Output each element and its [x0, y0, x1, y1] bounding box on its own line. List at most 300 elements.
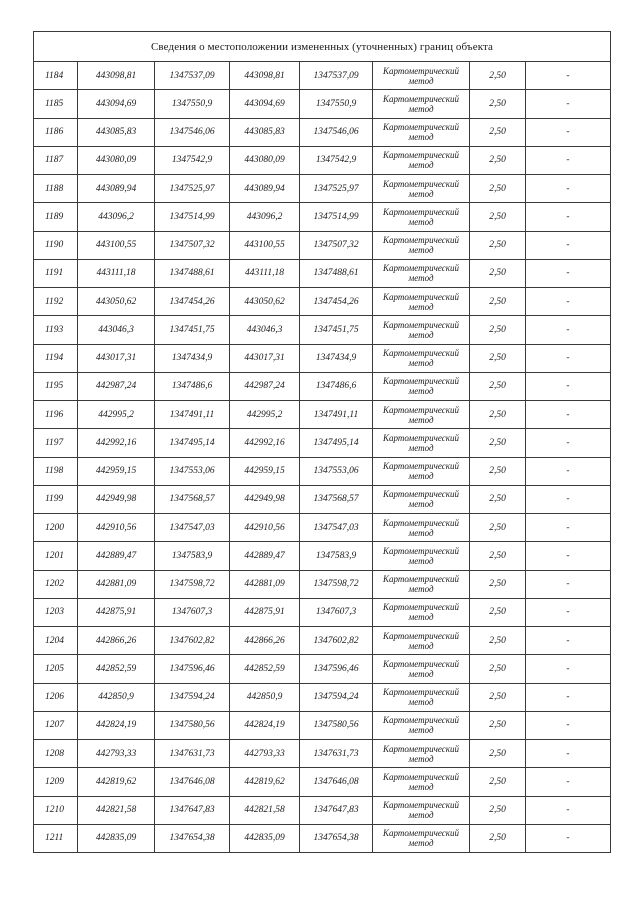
description-value: -: [526, 485, 611, 513]
precision-value: 2,50: [470, 514, 526, 542]
method-line-2: метод: [408, 386, 434, 397]
method-line-1: Картометрический: [382, 517, 459, 528]
point-number: 1208: [34, 740, 78, 768]
method-line-2: метод: [408, 216, 434, 227]
description-value: -: [526, 740, 611, 768]
method-line-1: Картометрический: [382, 65, 459, 76]
table-row: [34, 316, 611, 344]
method-line-1: Картометрический: [382, 658, 459, 669]
table-row: [34, 146, 611, 174]
existing-y: 1347434,9: [155, 344, 230, 372]
updated-y: 1347594,24: [300, 683, 373, 711]
method-line-2: метод: [408, 527, 434, 538]
existing-y: 1347631,73: [155, 740, 230, 768]
method-line-1: Картометрический: [382, 404, 459, 415]
existing-y: 1347598,72: [155, 570, 230, 598]
updated-x: 443017,31: [230, 344, 300, 372]
point-number: 1200: [34, 514, 78, 542]
precision-value: 2,50: [470, 768, 526, 796]
updated-x: 443080,09: [230, 146, 300, 174]
precision-value: 2,50: [470, 627, 526, 655]
method-line-2: метод: [408, 132, 434, 143]
method-cell: [373, 570, 470, 598]
precision-value: 2,50: [470, 146, 526, 174]
method-line-2: метод: [408, 612, 434, 623]
precision-value: 2,50: [470, 62, 526, 90]
description-value: -: [526, 429, 611, 457]
method-line-1: Картометрический: [382, 263, 459, 274]
existing-x: 442959,15: [78, 457, 155, 485]
existing-x: 443098,81: [78, 62, 155, 90]
precision-value: 2,50: [470, 683, 526, 711]
point-number: 1198: [34, 457, 78, 485]
updated-x: 443094,69: [230, 90, 300, 118]
table-row: [34, 824, 611, 852]
precision-value: 2,50: [470, 90, 526, 118]
point-number: 1205: [34, 655, 78, 683]
precision-value: 2,50: [470, 570, 526, 598]
method-cell: [373, 542, 470, 570]
description-value: -: [526, 768, 611, 796]
method-cell: [373, 824, 470, 852]
method-line-2: метод: [408, 499, 434, 510]
updated-y: 1347451,75: [300, 316, 373, 344]
updated-y: 1347434,9: [300, 344, 373, 372]
table-row: [34, 570, 611, 598]
table-row: [34, 90, 611, 118]
existing-x: 442852,59: [78, 655, 155, 683]
precision-value: 2,50: [470, 316, 526, 344]
description-value: -: [526, 401, 611, 429]
table-row: [34, 485, 611, 513]
boundary-document: [33, 31, 610, 853]
updated-y: 1347607,3: [300, 598, 373, 626]
method-line-2: метод: [408, 329, 434, 340]
method-cell: [373, 457, 470, 485]
updated-y: 1347486,6: [300, 372, 373, 400]
description-value: -: [526, 824, 611, 852]
table-row: [34, 175, 611, 203]
updated-y: 1347547,03: [300, 514, 373, 542]
updated-y: 1347646,08: [300, 768, 373, 796]
precision-value: 2,50: [470, 288, 526, 316]
point-number: 1196: [34, 401, 78, 429]
description-value: -: [526, 62, 611, 90]
existing-x: 443050,62: [78, 288, 155, 316]
method-line-2: метод: [408, 781, 434, 792]
updated-y: 1347631,73: [300, 740, 373, 768]
table-row: [34, 62, 611, 90]
description-value: -: [526, 288, 611, 316]
existing-y: 1347537,09: [155, 62, 230, 90]
method-cell: [373, 514, 470, 542]
updated-x: 442910,56: [230, 514, 300, 542]
precision-value: 2,50: [470, 401, 526, 429]
description-value: -: [526, 259, 611, 287]
method-line-2: метод: [408, 103, 434, 114]
precision-value: 2,50: [470, 598, 526, 626]
method-line-2: метод: [408, 442, 434, 453]
existing-x: 443089,94: [78, 175, 155, 203]
table-row: [34, 796, 611, 824]
updated-x: 443050,62: [230, 288, 300, 316]
existing-y: 1347495,14: [155, 429, 230, 457]
method-cell: [373, 627, 470, 655]
method-cell: [373, 175, 470, 203]
updated-x: 442992,16: [230, 429, 300, 457]
method-cell: [373, 372, 470, 400]
existing-y: 1347583,9: [155, 542, 230, 570]
method-cell: [373, 401, 470, 429]
description-value: -: [526, 598, 611, 626]
method-line-2: метод: [408, 668, 434, 679]
point-number: 1210: [34, 796, 78, 824]
point-number: 1207: [34, 711, 78, 739]
method-cell: [373, 259, 470, 287]
method-line-1: Картометрический: [382, 376, 459, 387]
point-number: 1185: [34, 90, 78, 118]
point-number: 1187: [34, 146, 78, 174]
existing-x: 442824,19: [78, 711, 155, 739]
method-line-1: Картометрический: [382, 715, 459, 726]
table-row: [34, 457, 611, 485]
method-line-2: метод: [408, 471, 434, 482]
method-line-1: Картометрический: [382, 178, 459, 189]
method-line-2: метод: [408, 301, 434, 312]
method-line-2: метод: [408, 697, 434, 708]
table-row: [34, 231, 611, 259]
description-value: -: [526, 796, 611, 824]
existing-x: 442850,9: [78, 683, 155, 711]
method-line-1: Картометрический: [382, 93, 459, 104]
updated-y: 1347546,06: [300, 118, 373, 146]
method-line-1: Картометрический: [382, 291, 459, 302]
updated-y: 1347491,11: [300, 401, 373, 429]
existing-x: 443080,09: [78, 146, 155, 174]
existing-y: 1347602,82: [155, 627, 230, 655]
method-line-1: Картометрический: [382, 122, 459, 133]
existing-y: 1347491,11: [155, 401, 230, 429]
method-line-1: Картометрический: [382, 602, 459, 613]
table-row: [34, 598, 611, 626]
point-number: 1209: [34, 768, 78, 796]
updated-x: 442875,91: [230, 598, 300, 626]
method-line-2: метод: [408, 273, 434, 284]
method-line-1: Картометрический: [382, 461, 459, 472]
method-line-2: метод: [408, 245, 434, 256]
description-value: -: [526, 372, 611, 400]
point-number: 1194: [34, 344, 78, 372]
table-row: [34, 429, 611, 457]
table-row: [34, 655, 611, 683]
method-cell: [373, 90, 470, 118]
method-line-1: Картометрический: [382, 150, 459, 161]
updated-y: 1347654,38: [300, 824, 373, 852]
existing-x: 442819,62: [78, 768, 155, 796]
method-line-2: метод: [408, 753, 434, 764]
updated-y: 1347568,57: [300, 485, 373, 513]
existing-x: 443111,18: [78, 259, 155, 287]
precision-value: 2,50: [470, 259, 526, 287]
method-cell: [373, 62, 470, 90]
table-row: [34, 514, 611, 542]
existing-x: 442793,33: [78, 740, 155, 768]
description-value: -: [526, 542, 611, 570]
point-number: 1184: [34, 62, 78, 90]
method-line-1: Картометрический: [382, 687, 459, 698]
method-cell: [373, 598, 470, 626]
updated-x: 442793,33: [230, 740, 300, 768]
point-number: 1197: [34, 429, 78, 457]
table-title: Сведения о местоположении измененных (уточненных) границ объекта: [34, 32, 611, 62]
existing-x: 442987,24: [78, 372, 155, 400]
method-cell: [373, 655, 470, 683]
method-line-2: метод: [408, 358, 434, 369]
method-cell: [373, 203, 470, 231]
method-cell: [373, 316, 470, 344]
table-row: [34, 711, 611, 739]
description-value: -: [526, 146, 611, 174]
point-number: 1201: [34, 542, 78, 570]
method-cell: [373, 711, 470, 739]
description-value: -: [526, 570, 611, 598]
method-line-2: метод: [408, 640, 434, 651]
point-number: 1206: [34, 683, 78, 711]
updated-x: 442959,15: [230, 457, 300, 485]
precision-value: 2,50: [470, 231, 526, 259]
method-line-1: Картометрический: [382, 319, 459, 330]
description-value: -: [526, 203, 611, 231]
description-value: -: [526, 457, 611, 485]
method-line-2: метод: [408, 188, 434, 199]
table-row: [34, 118, 611, 146]
table-row: [34, 203, 611, 231]
method-cell: [373, 429, 470, 457]
precision-value: 2,50: [470, 118, 526, 146]
existing-x: 442875,91: [78, 598, 155, 626]
point-number: 1191: [34, 259, 78, 287]
existing-y: 1347488,61: [155, 259, 230, 287]
existing-x: 443017,31: [78, 344, 155, 372]
existing-y: 1347550,9: [155, 90, 230, 118]
method-cell: [373, 231, 470, 259]
updated-y: 1347525,97: [300, 175, 373, 203]
point-number: 1192: [34, 288, 78, 316]
updated-x: 442819,62: [230, 768, 300, 796]
updated-y: 1347553,06: [300, 457, 373, 485]
updated-y: 1347580,56: [300, 711, 373, 739]
method-line-1: Картометрический: [382, 489, 459, 500]
method-line-2: метод: [408, 160, 434, 171]
method-cell: [373, 485, 470, 513]
precision-value: 2,50: [470, 203, 526, 231]
existing-y: 1347580,56: [155, 711, 230, 739]
updated-x: 442995,2: [230, 401, 300, 429]
updated-y: 1347542,9: [300, 146, 373, 174]
existing-x: 443096,2: [78, 203, 155, 231]
updated-x: 443096,2: [230, 203, 300, 231]
method-cell: [373, 344, 470, 372]
description-value: -: [526, 316, 611, 344]
method-line-1: Картометрический: [382, 348, 459, 359]
method-line-1: Картометрический: [382, 800, 459, 811]
point-number: 1193: [34, 316, 78, 344]
point-number: 1203: [34, 598, 78, 626]
precision-value: 2,50: [470, 740, 526, 768]
method-line-1: Картометрический: [382, 771, 459, 782]
existing-y: 1347547,03: [155, 514, 230, 542]
point-number: 1190: [34, 231, 78, 259]
method-line-1: Картометрический: [382, 630, 459, 641]
updated-x: 442821,58: [230, 796, 300, 824]
precision-value: 2,50: [470, 655, 526, 683]
description-value: -: [526, 231, 611, 259]
method-line-1: Картометрический: [382, 574, 459, 585]
method-line-2: метод: [408, 414, 434, 425]
point-number: 1199: [34, 485, 78, 513]
precision-value: 2,50: [470, 429, 526, 457]
precision-value: 2,50: [470, 542, 526, 570]
existing-y: 1347646,08: [155, 768, 230, 796]
existing-y: 1347553,06: [155, 457, 230, 485]
existing-x: 442992,16: [78, 429, 155, 457]
method-line-1: Картометрический: [382, 828, 459, 839]
updated-y: 1347647,83: [300, 796, 373, 824]
description-value: -: [526, 514, 611, 542]
precision-value: 2,50: [470, 711, 526, 739]
updated-y: 1347514,99: [300, 203, 373, 231]
existing-y: 1347514,99: [155, 203, 230, 231]
description-value: -: [526, 683, 611, 711]
updated-y: 1347602,82: [300, 627, 373, 655]
method-cell: [373, 683, 470, 711]
existing-y: 1347451,75: [155, 316, 230, 344]
updated-x: 443085,83: [230, 118, 300, 146]
method-cell: [373, 288, 470, 316]
description-value: -: [526, 344, 611, 372]
precision-value: 2,50: [470, 372, 526, 400]
updated-y: 1347598,72: [300, 570, 373, 598]
method-line-1: Картометрический: [382, 545, 459, 556]
table-body: [34, 62, 611, 853]
method-cell: [373, 740, 470, 768]
existing-y: 1347507,32: [155, 231, 230, 259]
point-number: 1211: [34, 824, 78, 852]
updated-x: 443046,3: [230, 316, 300, 344]
existing-x: 442866,26: [78, 627, 155, 655]
existing-x: 443094,69: [78, 90, 155, 118]
existing-x: 442949,98: [78, 485, 155, 513]
table-row: [34, 259, 611, 287]
method-cell: [373, 118, 470, 146]
updated-x: 443098,81: [230, 62, 300, 90]
table-row: [34, 542, 611, 570]
updated-y: 1347488,61: [300, 259, 373, 287]
table-row: [34, 627, 611, 655]
precision-value: 2,50: [470, 485, 526, 513]
method-line-2: метод: [408, 584, 434, 595]
table-row: [34, 288, 611, 316]
existing-y: 1347594,24: [155, 683, 230, 711]
existing-y: 1347542,9: [155, 146, 230, 174]
existing-x: 442881,09: [78, 570, 155, 598]
method-line-1: Картометрический: [382, 235, 459, 246]
updated-x: 442987,24: [230, 372, 300, 400]
updated-x: 442881,09: [230, 570, 300, 598]
updated-x: 442835,09: [230, 824, 300, 852]
existing-y: 1347647,83: [155, 796, 230, 824]
boundary-table: [33, 31, 611, 853]
method-line-2: метод: [408, 725, 434, 736]
existing-y: 1347607,3: [155, 598, 230, 626]
updated-y: 1347454,26: [300, 288, 373, 316]
updated-y: 1347537,09: [300, 62, 373, 90]
precision-value: 2,50: [470, 175, 526, 203]
description-value: -: [526, 118, 611, 146]
existing-x: 442910,56: [78, 514, 155, 542]
updated-x: 442852,59: [230, 655, 300, 683]
existing-y: 1347525,97: [155, 175, 230, 203]
description-value: -: [526, 627, 611, 655]
updated-x: 442949,98: [230, 485, 300, 513]
existing-y: 1347568,57: [155, 485, 230, 513]
precision-value: 2,50: [470, 824, 526, 852]
existing-x: 442835,09: [78, 824, 155, 852]
description-value: -: [526, 90, 611, 118]
existing-x: 443100,55: [78, 231, 155, 259]
table-row: [34, 768, 611, 796]
point-number: 1204: [34, 627, 78, 655]
updated-x: 442866,26: [230, 627, 300, 655]
method-cell: [373, 768, 470, 796]
description-value: -: [526, 175, 611, 203]
existing-y: 1347546,06: [155, 118, 230, 146]
description-value: -: [526, 655, 611, 683]
existing-y: 1347486,6: [155, 372, 230, 400]
table-row: [34, 740, 611, 768]
table-row: [34, 372, 611, 400]
method-cell: [373, 146, 470, 174]
method-cell: [373, 796, 470, 824]
existing-y: 1347654,38: [155, 824, 230, 852]
method-line-1: Картометрический: [382, 432, 459, 443]
method-line-2: метод: [408, 555, 434, 566]
method-line-2: метод: [408, 75, 434, 86]
method-line-2: метод: [408, 838, 434, 849]
updated-y: 1347550,9: [300, 90, 373, 118]
existing-x: 442821,58: [78, 796, 155, 824]
point-number: 1186: [34, 118, 78, 146]
method-line-1: Картометрический: [382, 206, 459, 217]
existing-x: 443085,83: [78, 118, 155, 146]
point-number: 1202: [34, 570, 78, 598]
method-line-2: метод: [408, 810, 434, 821]
table-row: [34, 683, 611, 711]
precision-value: 2,50: [470, 457, 526, 485]
point-number: 1189: [34, 203, 78, 231]
description-value: -: [526, 711, 611, 739]
table-row: [34, 401, 611, 429]
updated-x: 442889,47: [230, 542, 300, 570]
point-number: 1188: [34, 175, 78, 203]
updated-x: 443100,55: [230, 231, 300, 259]
table-row: [34, 344, 611, 372]
precision-value: 2,50: [470, 344, 526, 372]
updated-y: 1347495,14: [300, 429, 373, 457]
precision-value: 2,50: [470, 796, 526, 824]
updated-x: 442824,19: [230, 711, 300, 739]
updated-x: 443089,94: [230, 175, 300, 203]
